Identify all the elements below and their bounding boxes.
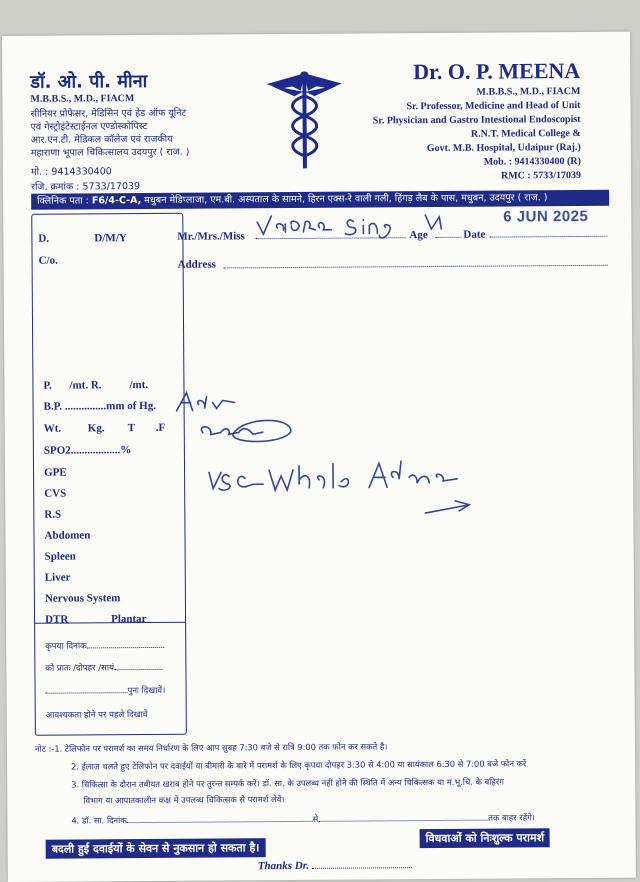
registration-hindi: रजि. क्रमांक : 5733/17039 (31, 181, 141, 193)
sidebar-divider (35, 622, 185, 624)
prescription-paper (2, 32, 636, 882)
note-4: 4. डॉ. सा. दिनांक से तक बाहर रहेंगे। (71, 812, 535, 826)
date-stamp: 6 JUN 2025 (503, 207, 589, 226)
clinical-sidebar (31, 213, 187, 736)
note-3: 3. चिकित्सा के दौरान तबीयत खराब होने पर तुरन्त सम्पर्क करें। डॉ. सा. के उपलब्ध नहीं होने की स्थिति में अन्य चिकित्सक या म.भू.चि. के बहिरंग (71, 776, 504, 790)
note-2: 2. ईलाज चलते हुए टेलिफोन पर दवाईयों या बीमारी के बारे में परामर्श के लिए कृपया दोपहर 3:30 से 4:00 या सायंकाल 6:30 से 7:00 बजे फोन करें (71, 758, 527, 772)
spo2-label: SPO2..................% (43, 444, 132, 457)
clinic-label: क्लिनिक पता : (37, 195, 89, 207)
followup-early: आवश्यकता होने पर पहले दिखावें (45, 710, 148, 721)
degrees-right: M.B.B.S., M.D., FIACM (476, 85, 581, 98)
warning-banner: बदली हुई दवाईयों के सेवन से नुकसान हो सकता है। (46, 838, 266, 859)
age-label: Age (409, 229, 428, 242)
note-3-cont: विभाग या आपातकालीन कक्ष में उपलब्ध चिकित्सक से परामर्श लेवें। (83, 794, 285, 806)
widow-consult-banner: विधवाओं को निःशुल्क परामर्श (420, 828, 551, 848)
date-dotted-line (489, 236, 607, 238)
exam-item: Abdomen (44, 529, 91, 542)
dtr-label: DTR (45, 613, 69, 626)
address-dotted-line (224, 265, 608, 269)
kg-label: Kg. (87, 422, 105, 435)
pulse-label: P. (43, 379, 52, 392)
caduceus-icon (264, 66, 345, 177)
degrees-left: M.B.B.S., M.D., FIACM (30, 93, 135, 105)
header-left-line: सीनियर प्रोफेसर, मेडिसिन एवं हेड ऑफ यूनिट (30, 107, 187, 120)
clinic-code: F6/4-C-A, (91, 195, 142, 207)
fahrenheit-label: .F (155, 421, 166, 434)
followup-date: कृपया दिनांक (45, 640, 164, 652)
followup-time: को प्रातः /दोपहर /सायं (45, 662, 162, 674)
header-right-line: Govt. M.B. Hospital, Udaipur (Raj.) (426, 141, 581, 155)
exam-item: Nervous System (44, 592, 121, 605)
d-label: D. (38, 232, 50, 245)
doctor-name-hindi: डॉ. ओ. पी. मीना (30, 70, 148, 93)
dmy-label: D/M/Y (94, 232, 127, 245)
exam-item: CVS (44, 487, 67, 500)
exam-item: Spleen (44, 550, 76, 563)
temp-label: T (127, 422, 136, 435)
rmc-english: RMC : 5733/17039 (500, 169, 582, 182)
header-right-line: R.N.T. Medical College & (470, 127, 581, 140)
header-right-line: Sr. Physician and Gastro Intestional Endoscopist (372, 113, 581, 127)
pulse-rate-label: /mt. R. (69, 379, 102, 392)
header-right-line: Sr. Professor, Medicine and Head of Unit (406, 99, 581, 113)
plantar-label: Plantar (111, 613, 147, 626)
phone-hindi: मो. : 9414330400 (30, 166, 112, 178)
exam-item: Liver (44, 571, 71, 584)
clinic-address: मधुबन मेडिप्लाजा, एम.बी. अस्पताल के सामने, हिरन एक्स-रे वाली गली, हिंगड़ लैब के पास, मधुबन, उदयपुर ( राज. ) (144, 192, 548, 207)
co-label: C/o. (38, 254, 58, 267)
bp-label: B.P. ...............mm of Hg. (43, 399, 156, 413)
weight-label: Wt. (43, 422, 62, 435)
handwritten-advice (172, 387, 473, 519)
patient-name-label: Mr./Mrs./Miss (177, 230, 245, 243)
header-left-line: एवं गेस्ट्रोइंटेस्टाईनल एण्डोस्कोपिस्ट (30, 120, 148, 133)
doctor-name-english: Dr. O. P. MEENA (413, 57, 581, 85)
handwritten-patient-name (255, 205, 455, 240)
note-1: नोट :-1. टेलिफोन पर परामर्श का समय निर्धारण के लिए आप सुबह 7:30 बजे से रात्रि 9:00 तक फोन कर सकते है। (34, 741, 388, 754)
thanks-line: Thanks Dr. (258, 859, 412, 872)
exam-item: R.S (44, 508, 62, 521)
resp-label: /mt. (129, 378, 149, 392)
date-label: Date (463, 228, 486, 241)
exam-item: GPE (44, 466, 67, 479)
header-left-line: महाराणा भूपाल चिकित्सालय उदयपुर ( राज. ) (30, 146, 190, 159)
mobile-english: Mob. : 9414330400 (R) (483, 155, 581, 168)
header-left-line: आर.एन.टी. मेडिकल कॉलेज एवं राजकीय (30, 133, 173, 146)
address-label: Address (177, 258, 216, 271)
followup-revisit: पुनः दिखावें। (46, 685, 166, 697)
